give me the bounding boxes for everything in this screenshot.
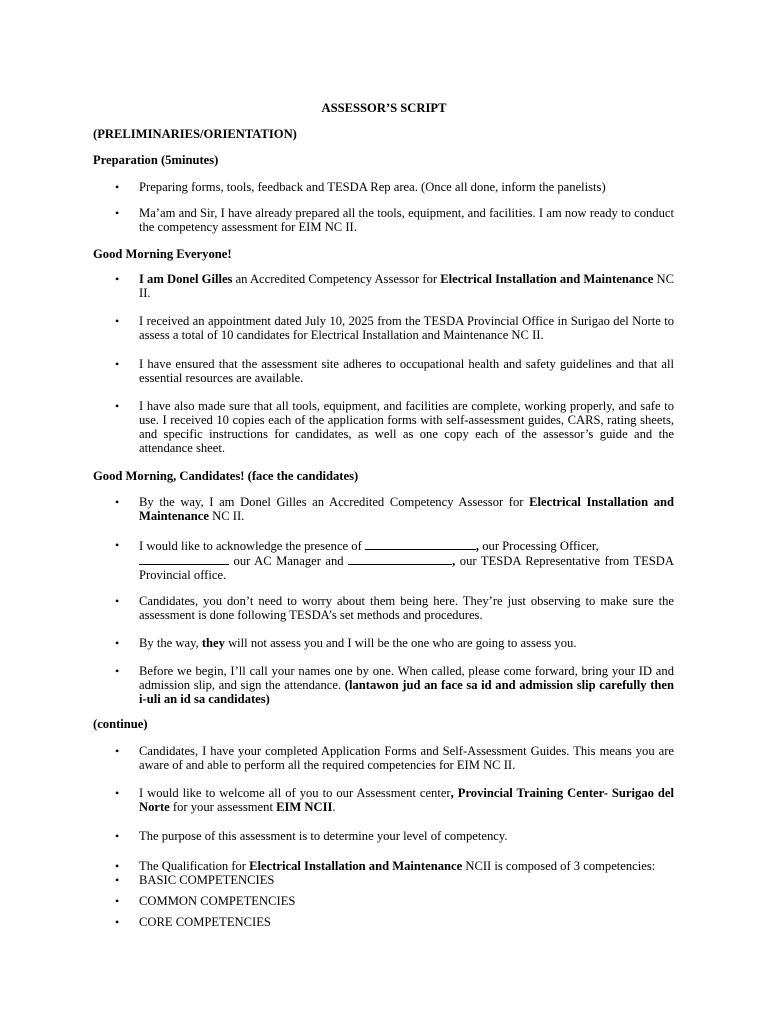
bullet-icon: •: [115, 829, 120, 843]
bullet-icon: •: [115, 495, 120, 509]
preparation-heading: Preparation (5minutes): [93, 153, 219, 167]
qualification-code: EIM NCII: [276, 800, 333, 814]
bullet-icon: •: [115, 357, 120, 371]
list-item: I received an appointment dated July 10, 2025 from the TESDA Provincial Office in Surigao del Norte to assess a total of 10 candidates for Electrical Installation and Maintenance NC II.: [139, 314, 674, 342]
list-item: Ma’am and Sir, I have already prepared all the tools, equipment, and facilities. I am now ready to conduct the competency assessment for EIM NC II.: [139, 206, 674, 234]
bullet-icon: •: [115, 664, 120, 678]
assessor-name: I am Donel Gilles: [139, 272, 233, 286]
list-item: [139, 664, 674, 706]
tesda-rep-blank[interactable]: [348, 553, 452, 565]
page-title: ASSESSOR’S SCRIPT: [321, 101, 447, 115]
bullet-icon: •: [115, 859, 120, 873]
section-heading-preliminaries: (PRELIMINARIES/ORIENTATION): [93, 127, 297, 141]
item-text: they: [201, 636, 225, 650]
item-text: ,: [475, 539, 480, 553]
item-text: By the way,: [139, 636, 202, 650]
bullet-icon: •: [115, 180, 120, 194]
list-item: [139, 859, 674, 873]
list-item: [139, 538, 674, 582]
list-item: Candidates, I have your completed Application Forms and Self-Assessment Guides. This means you are aware of and able to perform all the required competencies for EIM NC II.: [139, 744, 674, 772]
bullet-icon: •: [115, 744, 120, 758]
bullet-icon: •: [115, 206, 120, 220]
list-item: COMMON COMPETENCIES: [139, 894, 296, 908]
item-text: NC II.: [139, 272, 674, 300]
bullet-icon: •: [115, 399, 120, 413]
item-text: our TESDA Representative from TESDA Provincial office.: [139, 554, 674, 582]
bullet-icon: •: [115, 538, 120, 552]
greeting-everyone-heading: Good Morning Everyone!: [93, 247, 232, 261]
item-text: I would like to acknowledge the presence of: [139, 539, 365, 553]
list-item: CORE COMPETENCIES: [139, 915, 271, 929]
greeting-candidates-heading: Good Morning, Candidates! (face the candidates): [93, 469, 359, 483]
bullet-icon: •: [115, 873, 120, 887]
list-item: [139, 636, 674, 650]
item-text: Before we begin, I’ll call your names one by one. When called, please come forward, bring your ID and admission slip, and sign the attendance.: [139, 664, 674, 692]
item-text: I would like to welcome all of you to our Assessment center: [139, 786, 451, 800]
bullet-icon: •: [115, 636, 120, 650]
item-text: for your assessment: [169, 800, 277, 814]
list-item: [139, 495, 674, 523]
bullet-icon: •: [115, 894, 120, 908]
item-text: our AC Manager and: [229, 554, 349, 568]
item-text: The Qualification for: [139, 859, 250, 873]
item-text: ,: [452, 554, 456, 568]
list-item: BASIC COMPETENCIES: [139, 873, 275, 887]
continue-heading: (continue): [93, 717, 148, 731]
item-text: will not assess you and I will be the one who are going to assess you.: [224, 636, 577, 650]
assessment-center-name: , Provincial Training Center- Surigao del Norte: [139, 786, 674, 814]
bullet-icon: •: [115, 786, 120, 800]
processing-officer-blank[interactable]: [365, 538, 476, 550]
item-text: NCII is composed of 3 competencies:: [462, 859, 656, 873]
list-item: Preparing forms, tools, feedback and TESDA Rep area. (Once all done, inform the panelists): [139, 180, 606, 194]
bullet-icon: •: [115, 314, 120, 328]
item-text: By the way, I am Donel Gilles an Accredited Competency Assessor for: [139, 495, 530, 509]
item-text: our Processing Officer,: [479, 539, 599, 553]
bullet-icon: •: [115, 272, 120, 286]
bullet-icon: •: [115, 594, 120, 608]
list-item: I have ensured that the assessment site adheres to occupational health and safety guidelines and that all essential resources are available.: [139, 357, 674, 385]
qualification-name: Electrical Installation and Maintenance: [139, 495, 675, 523]
list-item: Candidates, you don’t need to worry about them being here. They’re just observing to make sure the assessment is done following TESDA’s set methods and procedures.: [139, 594, 674, 622]
item-text: NC II.: [208, 509, 245, 523]
bullet-icon: •: [115, 915, 120, 929]
qualification-name: Electrical Installation and Maintenance: [249, 859, 463, 873]
list-item: The purpose of this assessment is to determine your level of competency.: [139, 829, 508, 843]
list-item: [139, 786, 674, 814]
item-text: .: [332, 800, 336, 814]
instruction-note: (lantawon jud an face sa id and admission slip carefully then i-uli an id sa candidates): [139, 678, 675, 706]
item-text: an Accredited Competency Assessor for: [232, 272, 441, 286]
ac-manager-blank[interactable]: [139, 553, 229, 565]
list-item: I have also made sure that all tools, equipment, and facilities are complete, working properly, and safe to use. I received 10 copies each of the application forms with self-assessment guides, CARS, rating sheets, and specific instructions for candidates, as well as one copy each of the assessor’s guide and the attendance sheet.: [139, 399, 674, 455]
qualification-name: Electrical Installation and Maintenance: [440, 272, 654, 286]
list-item: [139, 272, 674, 300]
